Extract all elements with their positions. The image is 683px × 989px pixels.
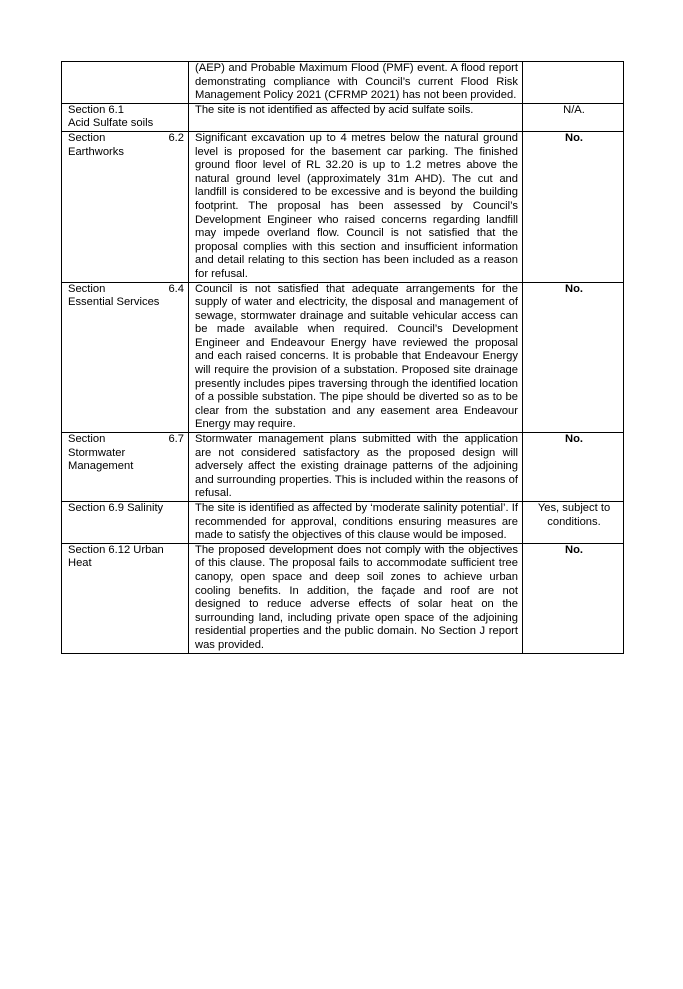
clause-number (68, 283, 184, 297)
clause-section-number: 6.4 (168, 282, 184, 295)
clause-title: Acid Sulfate soils (68, 117, 154, 130)
description-cell: The site is not identified as affected by acid sulfate soils. (189, 103, 523, 131)
clause-number: Section 6.1 (68, 103, 124, 116)
clause-section-number: 6.7 (168, 433, 184, 446)
clause-number (68, 433, 184, 447)
description-cell: Stormwater management plans submitted with the application are not considered satisfactory as the proposed design will adversely affect the existing drainage patterns of the adjoining and surrounding properties. This is included within the reasons of refusal. (189, 433, 523, 502)
description-cell: The proposed development does not comply with the objectives of this clause. The proposal fails to accommodate sufficient tree canopy, open space and deep soil zones to achieve urban cooling benefits. In addition, the façade and roof are not designed to reduce adverse effects of solar heat on the surrounding land, including private open space of the adjoining residential properties and the public domain. No Section J report was provided. (189, 543, 523, 653)
table-row (62, 543, 624, 653)
compliance-cell: No. (523, 433, 624, 502)
clause-cell (62, 282, 189, 433)
clause-cell (62, 62, 189, 104)
table-row (62, 103, 624, 131)
compliance-cell: N/A. (523, 103, 624, 131)
table-row (62, 433, 624, 502)
table-row (62, 131, 624, 282)
clause-title: Stormwater Management (68, 446, 134, 473)
table-row (62, 502, 624, 544)
description-cell: The site is identified as affected by ‘moderate salinity potential’. If recommended for approval, conditions ensuring measures are made to satisfy the objectives of this clause would be imposed. (189, 502, 523, 544)
clause-title: Section 6.9 Salinity (68, 502, 164, 514)
clause-cell (62, 103, 189, 131)
clause-section-label: Section (68, 433, 106, 446)
table-row (62, 282, 624, 433)
clause-title: Earthworks (68, 145, 124, 158)
clause-cell (62, 131, 189, 282)
clause-section-label: Section (68, 131, 106, 144)
clause-number (68, 132, 184, 146)
clause-cell (62, 433, 189, 502)
table-row (62, 62, 624, 104)
clause-section-label: Section (68, 282, 106, 295)
compliance-cell: No. (523, 131, 624, 282)
compliance-table (61, 61, 624, 654)
compliance-cell: Yes, subject to conditions. (523, 502, 624, 544)
clause-cell (62, 543, 189, 653)
compliance-cell: No. (523, 543, 624, 653)
clause-cell (62, 502, 189, 544)
description-cell: (AEP) and Probable Maximum Flood (PMF) event. A flood report demonstrating compliance with Council’s current Flood Risk Management Policy 2021 (CFRMP 2021) has not been provided. (189, 62, 523, 104)
compliance-cell: No. (523, 282, 624, 433)
clause-title: Essential Services (68, 296, 160, 309)
description-cell: Council is not satisfied that adequate arrangements for the supply of water and electricity, the disposal and management of sewage, stormwater drainage and suitable vehicular access can be made available when required. Council’s Development Engineer and Endeavour Energy have reviewed the proposal and each raised concerns. It is probable that Endeavour Energy will require the provision of a substation. Proposed site drainage presently includes pipes traversing through the identified location of a possible substation. The pipe should be diverted so as to be clear from the substation and any easement area Endeavour Energy may require. (189, 282, 523, 433)
description-cell: Significant excavation up to 4 metres below the natural ground level is proposed for the basement car parking. The finished ground floor level of RL 32.20 is up to 1.2 metres above the natural ground level (approximately 31m AHD). The cut and landfill is considered to be excessive and is beyond the building footprint. The proposal has been assessed by Council’s Development Engineer who raised concerns regarding landfill may impede overland flow. Council is not satisfied that the proposal complies with this section and insufficient information and detail relating to this section has been included as a reason for refusal. (189, 131, 523, 282)
clause-title: Section 6.12 Urban Heat (68, 543, 164, 570)
clause-section-number: 6.2 (168, 131, 184, 144)
compliance-cell (523, 62, 624, 104)
